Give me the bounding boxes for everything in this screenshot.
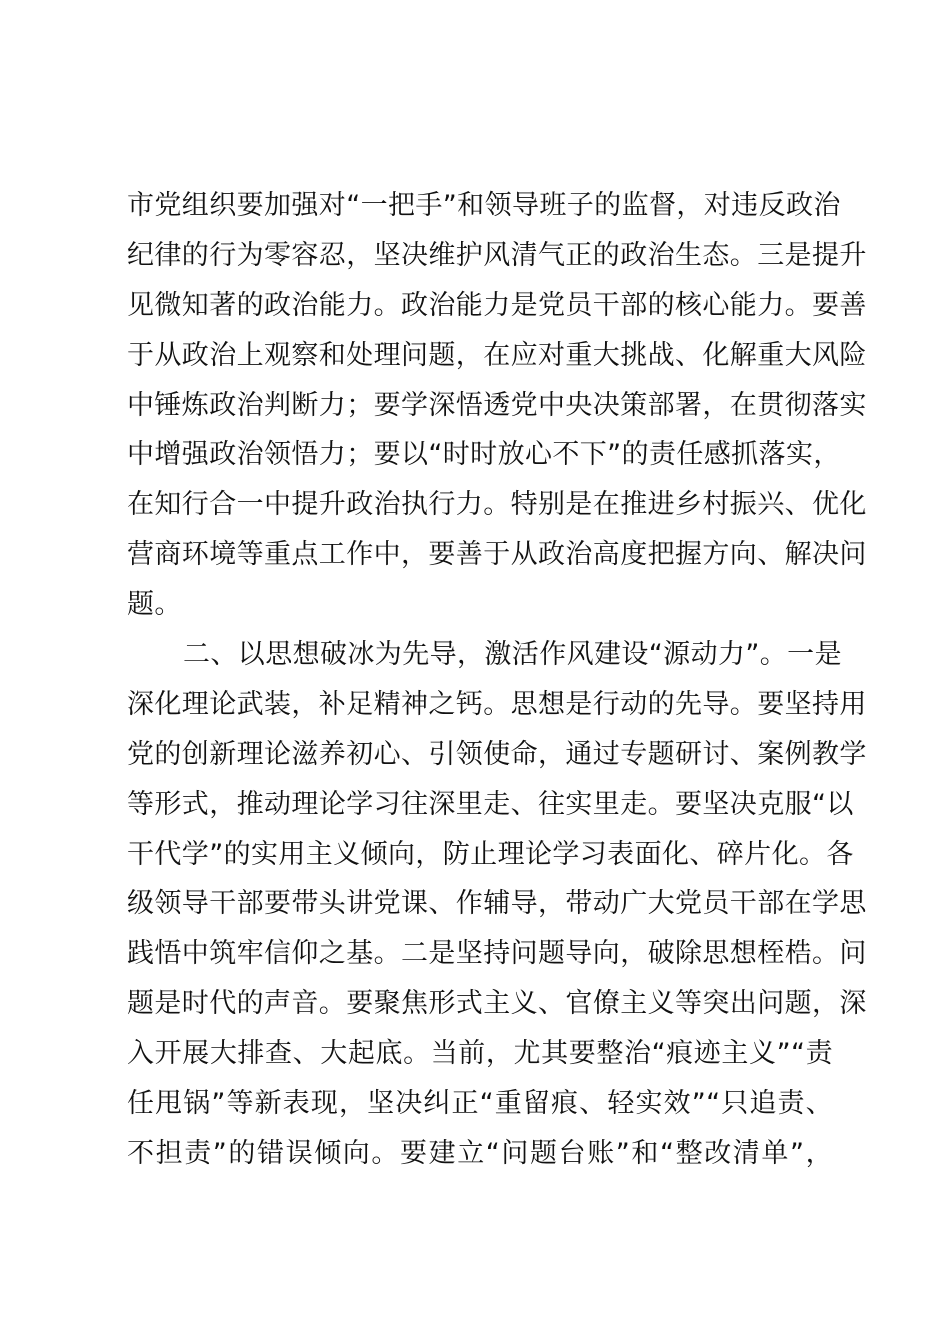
paragraph-2-line-2: 深化理论武装，补足精神之钙。思想是行动的先导。要坚持用 bbox=[127, 688, 867, 720]
paragraph-2-line-6: 级领导干部要带头讲党课、作辅导，带动广大党员干部在学思 bbox=[127, 888, 867, 920]
paragraph-2-line-9: 入开展大排查、大起底。当前，尤其要整治“痕迹主义”“责 bbox=[127, 1038, 833, 1070]
paragraph-1-line-5: 中锤炼政治判断力；要学深悟透党中央决策部署，在贯彻落实 bbox=[127, 389, 867, 421]
paragraph-1-line-1: 市党组织要加强对“一把手”和领导班子的监督，对违反政治 bbox=[127, 190, 841, 221]
paragraph-2-line-11: 不担责”的错误倾向。要建立“问题台账”和“整改清单”， bbox=[127, 1137, 833, 1169]
paragraph-1-line-8: 营商环境等重点工作中，要善于从政治高度把握方向、解决问 bbox=[127, 539, 867, 571]
document-body bbox=[127, 181, 867, 1179]
paragraph-1-line-6: 中增强政治领悟力；要以“时时放心不下”的责任感抓落实， bbox=[127, 439, 841, 471]
paragraph-2-line-4: 等形式，推动理论学习往深里走、往实里走。要坚决克服“以 bbox=[127, 788, 854, 820]
paragraph-2-line-7: 践悟中筑牢信仰之基。二是坚持问题导向，破除思想桎梏。问 bbox=[127, 938, 867, 970]
paragraph-1-line-9: 题。 bbox=[127, 589, 182, 621]
paragraph-1-line-3: 见微知著的政治能力。政治能力是党员干部的核心能力。要善 bbox=[127, 289, 867, 321]
paragraph-1-line-7: 在知行合一中提升政治执行力。特别是在推进乡村振兴、优化 bbox=[127, 489, 867, 521]
paragraph-2-line-10: 任甩锅”等新表现，坚决纠正“重留痕、轻实效”“只追责、 bbox=[127, 1088, 833, 1120]
paragraph-2-line-1: 二、以思想破冰为先导，激活作风建设“源动力”。一是 bbox=[183, 639, 842, 671]
paragraph-1-line-2: 纪律的行为零容忍，坚决维护风清气正的政治生态。三是提升 bbox=[127, 239, 867, 271]
paragraph-2-line-8: 题是时代的声音。要聚焦形式主义、官僚主义等突出问题，深 bbox=[127, 988, 867, 1020]
paragraph-2-line-5: 干代学”的实用主义倾向，防止理论学习表面化、碎片化。各 bbox=[127, 838, 854, 870]
paragraph-1-line-4: 于从政治上观察和处理问题，在应对重大挑战、化解重大风险 bbox=[127, 339, 867, 371]
paragraph-2-line-3: 党的创新理论滋养初心、引领使命，通过专题研讨、案例教学 bbox=[127, 738, 867, 770]
